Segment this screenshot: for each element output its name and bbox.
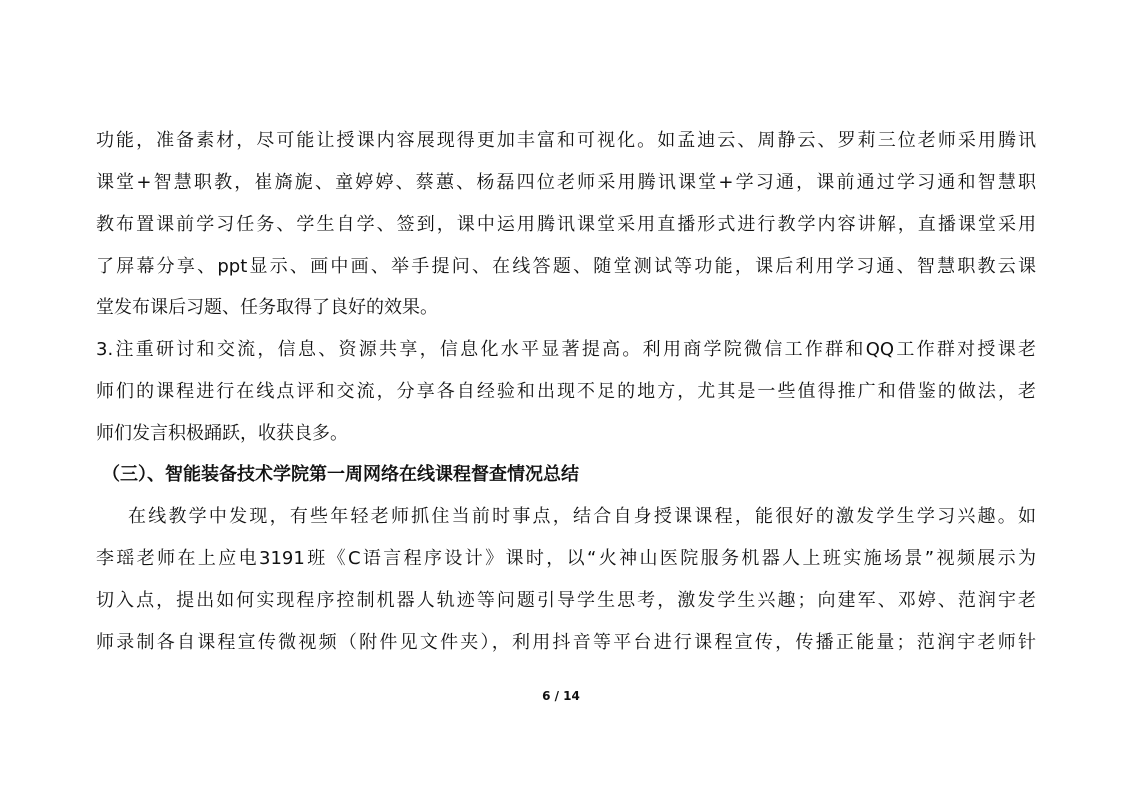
paragraph-line-2: 课堂+智慧职教，崔旖旎、童婷婷、蔡蕙、杨磊四位老师采用腾讯课堂+学习通，课前通过学习通和智慧职 — [96, 172, 1036, 193]
page-number: 6 / 14 — [542, 689, 580, 703]
paragraph-line-6: 3.注重研讨和交流，信息、资源共享，信息化水平显著提高。利用商学院微信工作群和QQ工作群对授课老 — [96, 339, 1036, 360]
paragraph-line-8: 师们发言积极踊跃，收获良多。 — [96, 423, 348, 444]
paragraph-line-4: 了屏幕分享、ppt显示、画中画、举手提问、在线答题、随堂测试等功能，课后利用学习通、智慧职教云课 — [96, 256, 1036, 277]
paragraph-line-11: 李瑶老师在上应电3191班《C语言程序设计》课时，以“火神山医院服务机器人上班实施场景”视频展示为 — [96, 548, 1036, 569]
paragraph-line-1: 功能，准备素材，尽可能让授课内容展现得更加丰富和可视化。如孟迪云、周静云、罗莉三位老师采用腾讯 — [96, 130, 1036, 151]
paragraph-line-5: 堂发布课后习题、任务取得了良好的效果。 — [96, 297, 438, 318]
paragraph-line-12: 切入点，提出如何实现程序控制机器人轨迹等问题引导学生思考，激发学生兴趣；向建军、邓婷、范润宇老 — [96, 590, 1036, 611]
paragraph-line-7: 师们的课程进行在线点评和交流，分享各自经验和出现不足的地方，尤其是一些值得推广和借鉴的做法，老 — [96, 381, 1036, 402]
paragraph-line-3: 教布置课前学习任务、学生自学、签到，课中运用腾讯课堂采用直播形式进行教学内容讲解，直播课堂采用 — [96, 214, 1036, 235]
paragraph-line-13: 师录制各自课程宣传微视频（附件见文件夹），利用抖音等平台进行课程宣传，传播正能量；范润宇老师针 — [96, 632, 1036, 653]
paragraph-line-10: 在线教学中发现，有些年轻老师抓住当前时事点，结合自身授课课程，能很好的激发学生学习兴趣。如 — [128, 506, 1036, 527]
section-heading: （三）、智能装备技术学院第一周网络在线课程督查情况总结 — [102, 464, 579, 485]
